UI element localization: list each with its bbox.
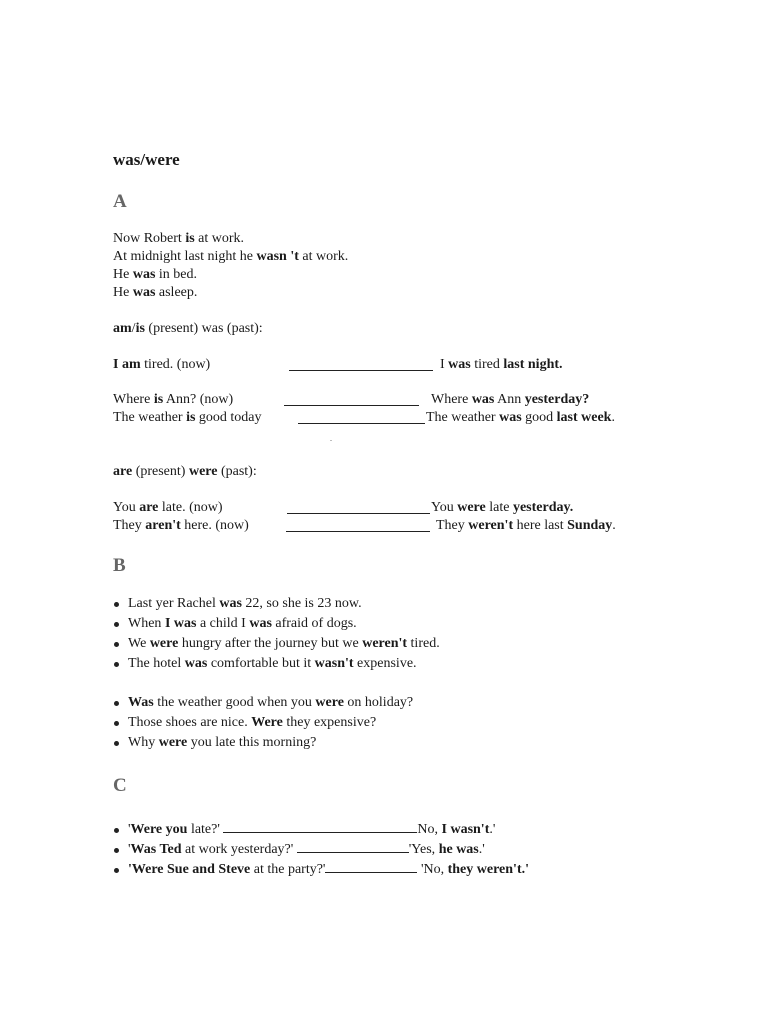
list-item: The hotel was comfortable but it wasn't expensive. — [113, 654, 440, 674]
page-title: was/were — [113, 150, 180, 169]
list-item: Those shoes are nice. Were they expensive? — [113, 713, 413, 733]
example-weather-right: The weather was good last week. — [426, 410, 615, 425]
section-c-heading: C — [113, 775, 127, 796]
answer-blank[interactable] — [286, 519, 430, 532]
section-b-heading: B — [113, 555, 126, 576]
answer-blank[interactable] — [325, 860, 417, 873]
answer-blank[interactable] — [298, 411, 425, 424]
robert-line-3: He was in bed. — [113, 267, 197, 282]
answer-blank[interactable] — [289, 358, 433, 371]
list-item: 'Were Sue and Steve at the party?' 'No, they weren't.' — [113, 860, 529, 880]
example-i-am-right: I was tired last night. — [440, 357, 563, 372]
example-you-left: You are late. (now) — [113, 500, 223, 515]
list-item: 'Were you late?' No, I wasn't.' — [113, 820, 529, 840]
example-they-right: They weren't here last Sunday. — [436, 518, 616, 533]
example-you-right: You were late yesterday. — [431, 500, 574, 515]
stray-mark: . — [330, 434, 332, 443]
list-item: Why were you late this morning? — [113, 733, 413, 753]
are-label: are (present) were (past): — [113, 464, 257, 479]
robert-line-1: Now Robert is at work. — [113, 231, 245, 246]
example-weather-left: The weather is good today — [113, 410, 262, 425]
list-item: When I was a child I was afraid of dogs. — [113, 614, 440, 634]
answer-blank[interactable] — [297, 840, 409, 853]
list-item: Last yer Rachel was 22, so she is 23 now. — [113, 594, 440, 614]
answer-blank[interactable] — [284, 393, 419, 406]
section-b-list-1 — [113, 594, 440, 674]
section-a-heading: A — [113, 191, 127, 212]
list-item: Was the weather good when you were on holiday? — [113, 693, 413, 713]
example-where-right: Where was Ann yesterday? — [431, 392, 590, 407]
list-item: 'Was Ted at work yesterday?' 'Yes, he was.' — [113, 840, 529, 860]
robert-line-2: At midnight last night he wasn 't at work. — [113, 249, 349, 264]
example-they-left: They aren't here. (now) — [113, 518, 249, 533]
list-item: We were hungry after the journey but we weren't tired. — [113, 634, 440, 654]
answer-blank[interactable] — [287, 501, 430, 514]
section-b-list-2 — [113, 693, 413, 753]
section-c-list — [113, 820, 529, 880]
example-i-am-left: I am tired. (now) — [113, 357, 211, 372]
answer-blank[interactable] — [223, 820, 417, 833]
am-is-label: am/is (present) was (past): — [113, 321, 263, 336]
example-where-left: Where is Ann? (now) — [113, 392, 234, 407]
robert-line-4: He was asleep. — [113, 285, 198, 300]
